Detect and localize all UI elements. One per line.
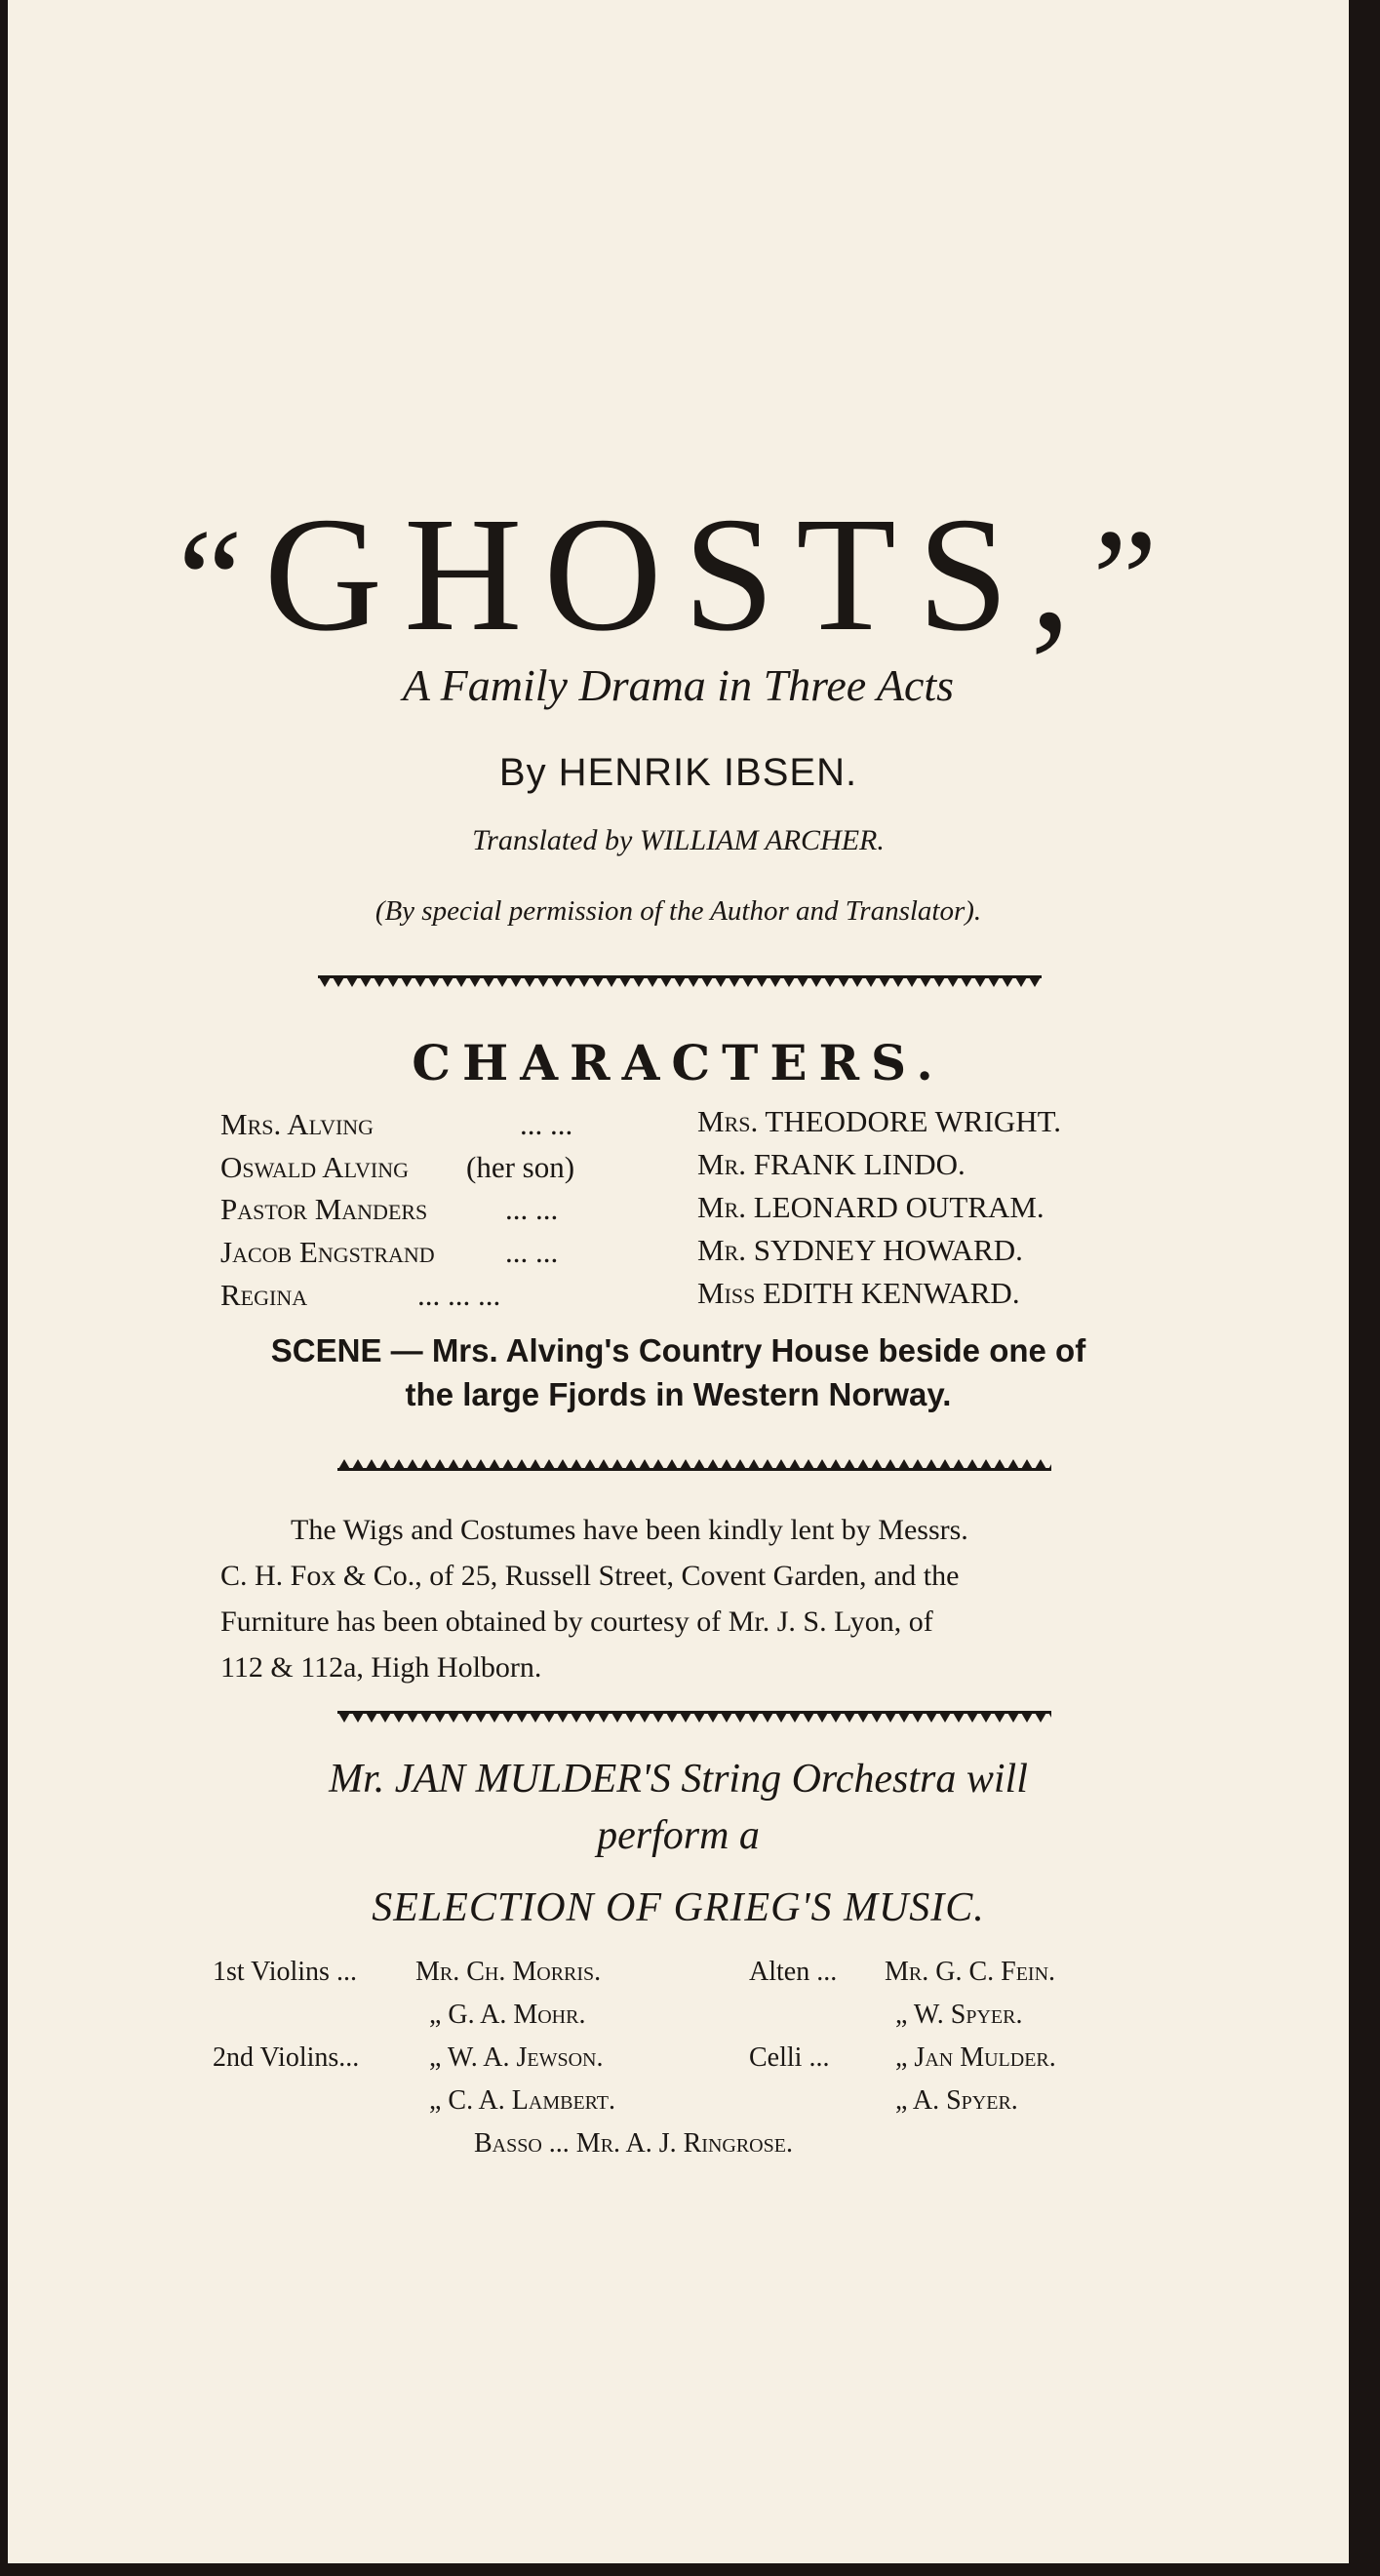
- second-violins-player: „ C. A. Lambert.: [429, 2085, 616, 2116]
- cast-role: Oswald Alving: [220, 1150, 409, 1184]
- first-violins-player: „ G. A. Mohr.: [429, 2000, 586, 2030]
- cast-dots: ... ...: [520, 1107, 573, 1141]
- zigzag-divider-bottom: [337, 1711, 1051, 1726]
- selection-heading: SELECTION OF GRIEG'S MUSIC.: [372, 1885, 985, 1930]
- cast-role: Regina: [220, 1278, 308, 1312]
- credits-line-2: C. H. Fox & Co., of 25, Russell Street, Covent Garden, and the: [220, 1560, 960, 1592]
- title-close-quote: ”: [1092, 499, 1179, 661]
- zigzag-divider-middle: [337, 1455, 1051, 1471]
- title-open-quote: “: [177, 499, 264, 661]
- characters-heading: CHARACTERS.: [412, 1034, 945, 1091]
- scene-line-2: the large Fjords in Western Norway.: [405, 1376, 952, 1412]
- alten-player: „ W. Spyer.: [895, 2000, 1023, 2030]
- cast-role: Mrs. Alving: [220, 1107, 375, 1141]
- cast-dots: ... ...: [505, 1192, 559, 1226]
- cast-role: Pastor Manders: [220, 1192, 428, 1226]
- orchestra-line-1: Mr. JAN MULDER'S String Orchestra will: [329, 1757, 1028, 1802]
- credits-line-3: Furniture has been obtained by courtesy of Mr. J. S. Lyon, of: [220, 1605, 933, 1638]
- first-violins-player: Mr. Ch. Morris.: [415, 1957, 602, 1987]
- orchestra-line-2: perform a: [597, 1813, 760, 1858]
- cast-actor: Mr. FRANK LINDO.: [697, 1147, 966, 1181]
- play-title: [8, 484, 1349, 665]
- zigzag-divider-top: [318, 975, 1042, 991]
- cast-actor: Miss EDITH KENWARD.: [697, 1276, 1020, 1310]
- subtitle: A Family Drama in Three Acts: [402, 660, 955, 710]
- cast-actor: Mr. LEONARD OUTRAM.: [697, 1190, 1045, 1224]
- author-line: By HENRIK IBSEN.: [498, 751, 858, 794]
- basso-line: Basso ... Mr. A. J. Ringrose.: [474, 2128, 793, 2159]
- alten-label: Alten ...: [749, 1957, 838, 1987]
- credits-line-4: 112 & 112a, High Holborn.: [220, 1651, 542, 1684]
- cast-actor: Mr. SYDNEY HOWARD.: [697, 1233, 1023, 1267]
- celli-player: „ A. Spyer.: [895, 2085, 1018, 2116]
- scene-line-1: SCENE — Mrs. Alving's Country House beside one of: [270, 1332, 1086, 1368]
- cast-actor: Mrs. THEODORE WRIGHT.: [697, 1104, 1062, 1138]
- second-violins-label: 2nd Violins...: [213, 2042, 360, 2073]
- cast-dots: ... ...: [505, 1235, 559, 1269]
- credits-line-1: The Wigs and Costumes have been kindly lent by Messrs.: [291, 1514, 968, 1546]
- second-violins-player: „ W. A. Jewson.: [429, 2042, 604, 2073]
- programme-page: [8, 0, 1349, 2563]
- celli-player: „ Jan Mulder.: [895, 2042, 1056, 2073]
- alten-player: Mr. G. C. Fein.: [885, 1957, 1056, 1987]
- first-violins-label: 1st Violins ...: [213, 1957, 357, 1987]
- cast-role: Jacob Engstrand: [220, 1235, 435, 1269]
- translator-line: Translated by WILLIAM ARCHER.: [472, 824, 885, 856]
- cast-dots: (her son): [466, 1150, 575, 1184]
- permission-line: (By special permission of the Author and Translator).: [375, 895, 982, 927]
- cast-dots: ... ... ...: [417, 1278, 501, 1312]
- celli-label: Celli ...: [749, 2042, 830, 2073]
- title-text: GHOSTS,: [263, 484, 1093, 665]
